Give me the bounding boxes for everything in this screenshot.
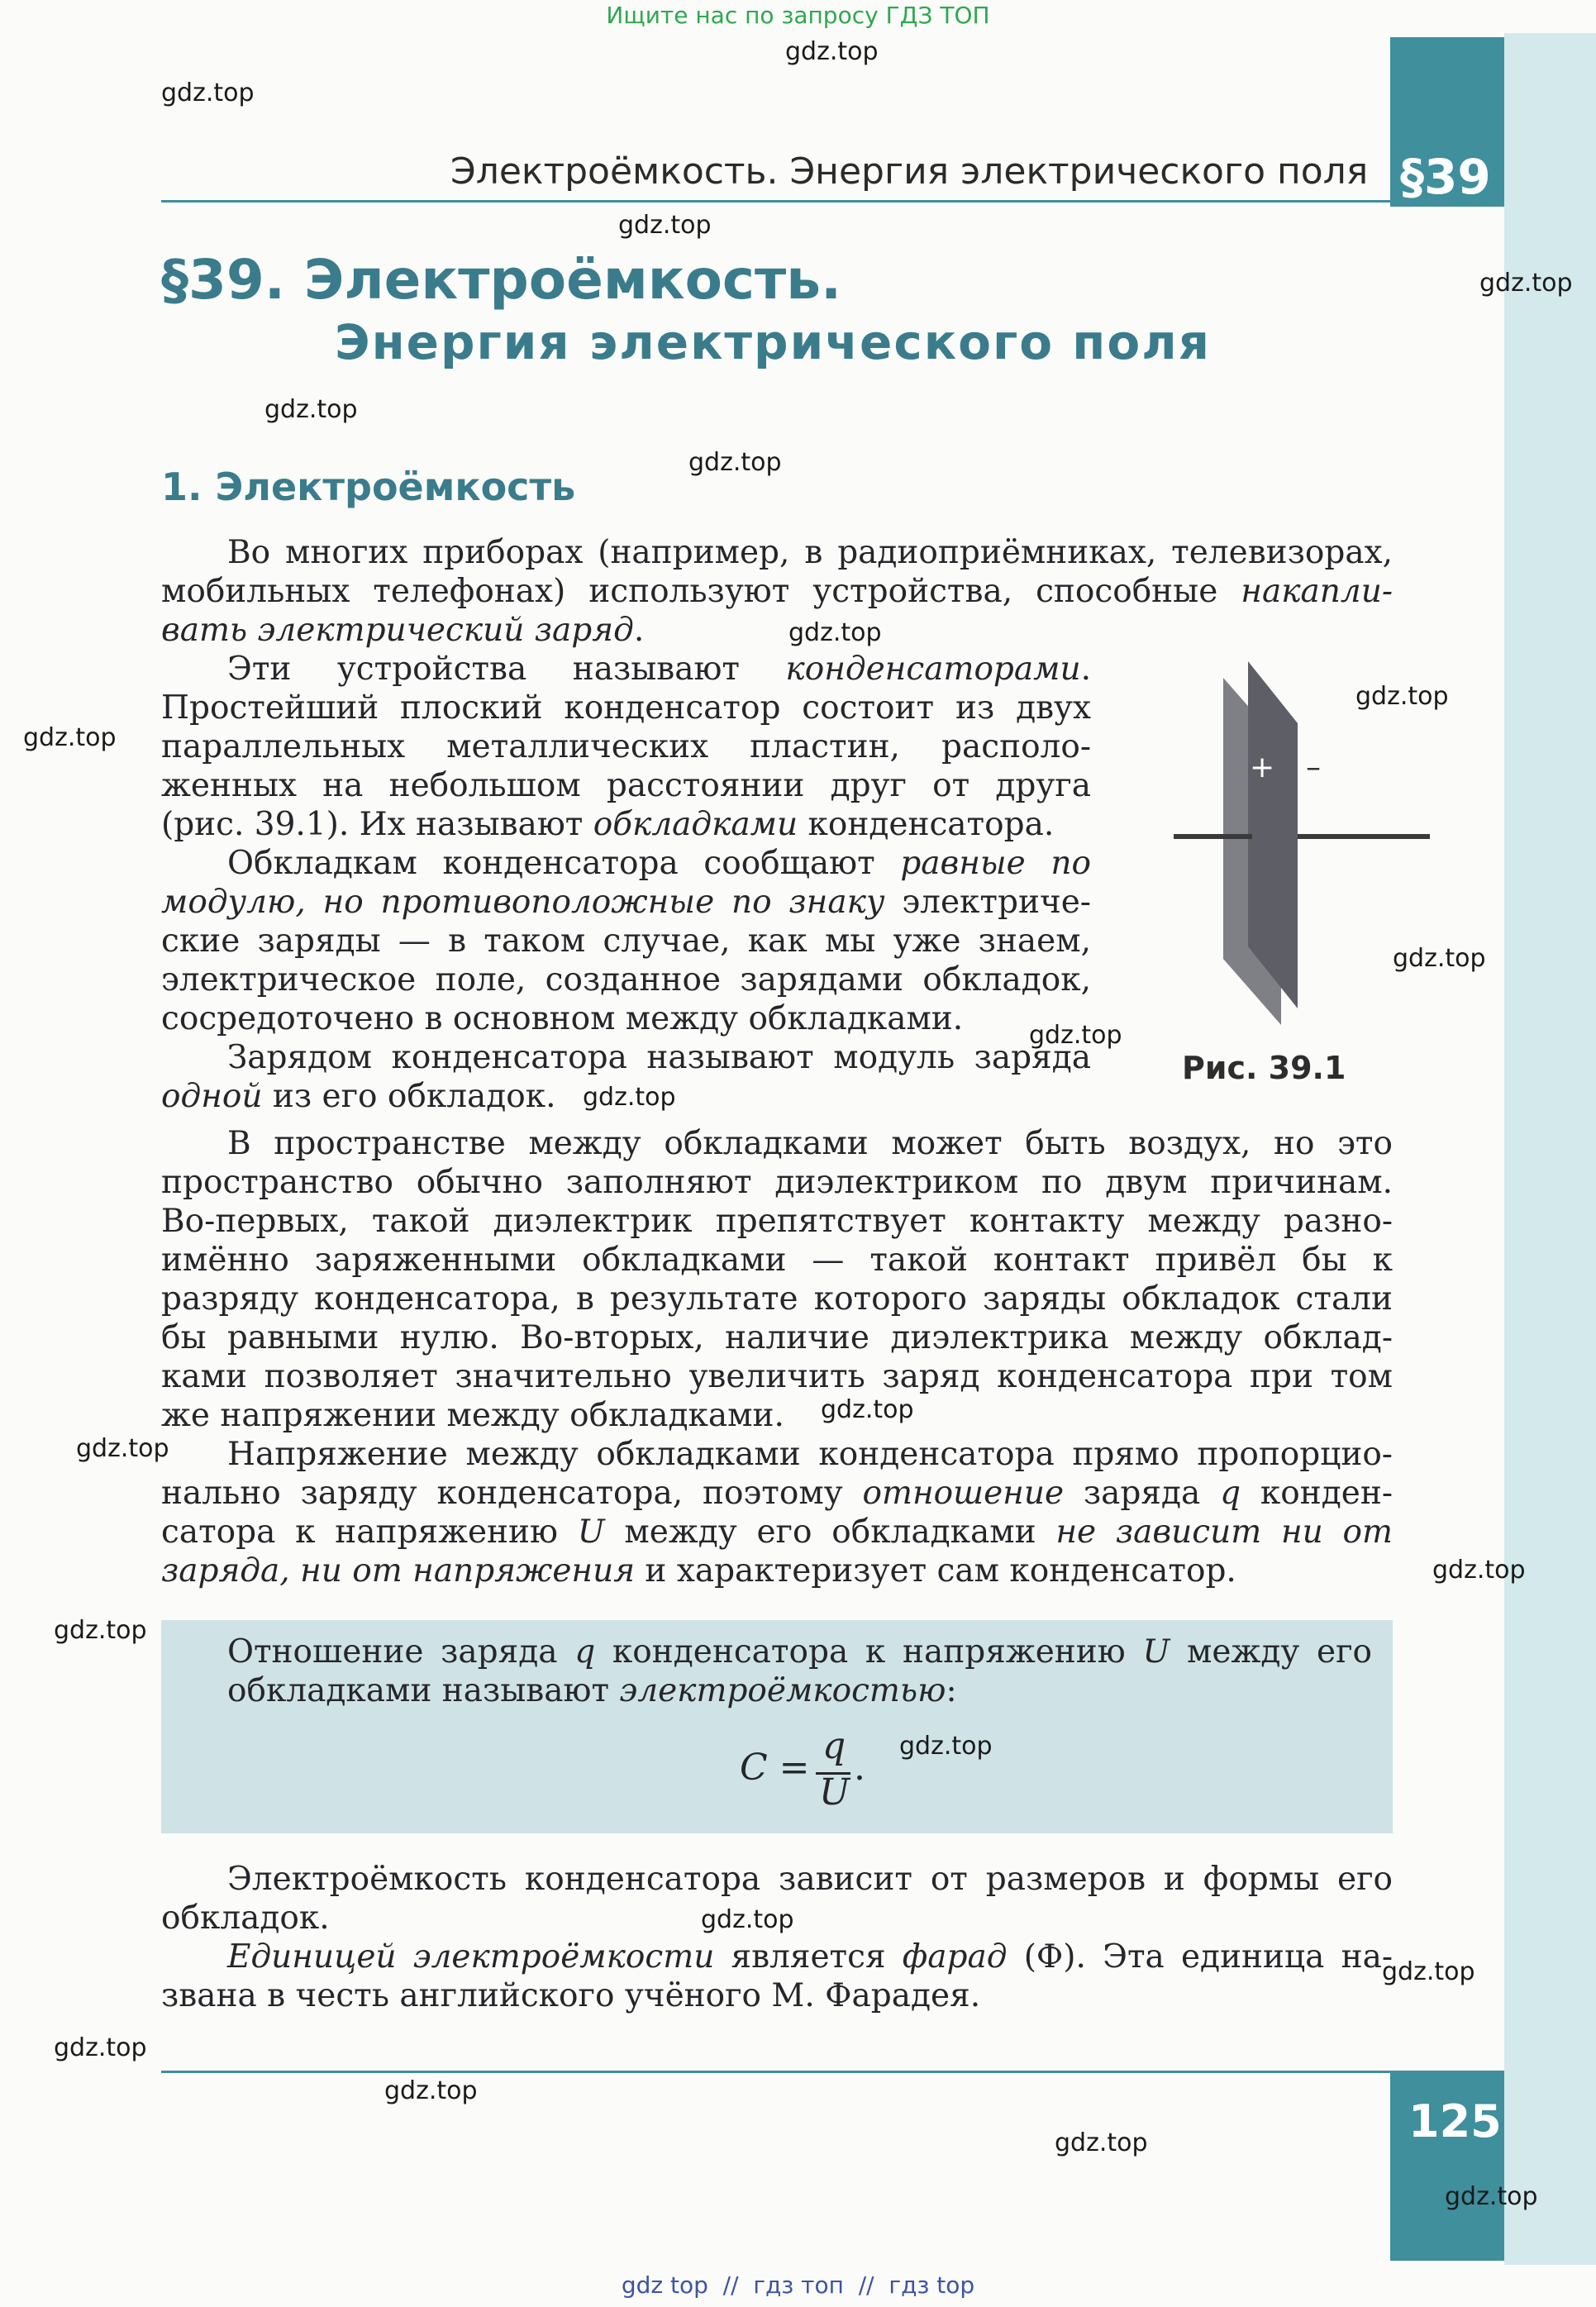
text-line: (рис. 39.1). Их называют обкладками конденсатора. [161,806,1055,843]
section-tab [1390,37,1504,207]
formula-lhs: C = [740,1747,810,1789]
watermark: gdz.top [54,2033,147,2062]
section-tab-label: §39 [1400,149,1491,205]
figure-caption: Рис. 39.1 [1182,1050,1346,1086]
subheading: 1. Электроёмкость [161,465,576,509]
text-line: мобильных телефонах) используют устройства, способные накапли- [161,573,1393,610]
watermark: gdz.top [618,211,712,240]
watermark: gdz.top [1029,1021,1122,1050]
text-line: параллельных металлических пластин, располо- [161,728,1091,765]
watermark: gdz.top [583,1083,676,1112]
definition-line: Отношение заряда q конденсатора к напряжению U между его [227,1633,1372,1671]
text-line: пространство обычно заполняют диэлектриком по двум причинам. [161,1164,1393,1201]
section-title-line2: Энергия электрического поля [335,314,1211,370]
text-line: ками позволяет значительно увеличить заряд конденсатора при том [161,1358,1393,1395]
capacitance-formula [740,1725,889,1814]
watermark: gdz.top [384,2076,478,2105]
text-line: одной из его обкладок. [161,1078,556,1115]
watermark: gdz.top [54,1616,147,1645]
watermark: gdz.top [23,723,117,752]
text-line: модулю, но противоположные по знаку электриче- [161,884,1091,921]
watermark: gdz.top [1393,944,1486,973]
text-line: электрическое поле, созданное зарядами обкладок, [161,961,1091,999]
text-line: разряду конденсатора, в результате которого заряды обкладок стали [161,1280,1393,1318]
definition-line: обкладками называют электроёмкостью: [227,1672,957,1709]
page-number-tab [1390,2071,1504,2261]
text-line: Простейший плоский конденсатор состоит из двух [161,689,1091,727]
watermark: gdz.top [1432,1556,1526,1585]
watermark: gdz.top [788,618,882,647]
watermark: gdz.top [76,1434,169,1463]
watermark: gdz.top [701,1905,794,1934]
text-line: Обкладкам конденсатора сообщают равные по [227,845,1091,882]
plus-sign: + [1250,751,1275,784]
watermark: gdz.top [688,448,782,477]
footer-banner[interactable]: gdz top // гдз топ // гдз top [621,2271,975,2299]
text-line: обкладок. [161,1899,330,1937]
text-line: вать электрический заряд. [161,612,645,649]
text-line: бы равными нулю. Во-вторых, наличие диэлектрика между обклад- [161,1319,1393,1356]
text-line: заряда, ни от напряжения и характеризует сам конденсатор. [161,1552,1236,1590]
text-line: же напряжении между обкладками. [161,1397,784,1434]
text-line: Эти устройства называют конденсаторами. [227,651,1091,688]
formula-numerator: q [822,1725,846,1767]
minus-sign: – [1306,751,1321,784]
text-line: Напряжение между обкладками конденсатора прямо пропорцио- [227,1436,1393,1473]
text-line: Единицей электроёмкости является фарад (Ф). Эта единица на- [227,1938,1393,1976]
text-line: звана в честь английского учёного М. Фарадея. [161,1977,981,2014]
text-line: В пространстве между обкладками может быть воздух, но это [227,1125,1393,1162]
text-line: имённо заряженными обкладками — такой контакт привёл бы к [161,1242,1393,1279]
watermark: gdz.top [1355,682,1449,711]
text-line: Во многих приборах (например, в радиоприёмниках, телевизорах, [227,534,1393,571]
formula-denominator: U [819,1771,850,1814]
watermark: gdz.top [1445,2182,1538,2211]
running-head: Электроёмкость. Энергия электрического поля [450,150,1369,193]
header-rule [161,200,1390,203]
watermark: gdz.top [1055,2128,1148,2157]
text-line: Электроёмкость конденсатора зависит от размеров и формы его [227,1861,1393,1898]
text-line: Зарядом конденсатора называют модуль заряда [227,1039,1091,1076]
formula-end: . [854,1747,865,1789]
watermark: gdz.top [821,1395,914,1424]
page-number: 125 [1408,2095,1502,2147]
watermark: gdz.top [264,395,358,424]
page-edge [1504,33,1596,2265]
text-line: ские заряды — в таком случае, как мы уже знаем, [161,922,1091,960]
text-line: сосредоточено в основном между обкладками. [161,1000,964,1037]
text-line: сатора к напряжению U между его обкладками не зависит ни от [161,1513,1393,1551]
watermark: gdz.top [1479,269,1573,298]
watermark: gdz.top [161,79,255,107]
watermark: gdz.top [1382,1957,1475,1986]
section-title-line1: §39. Электроёмкость. [161,248,842,312]
text-line: женных на небольшом расстоянии друг от друга [161,767,1091,804]
top-banner[interactable]: Ищите нас по запросу ГДЗ ТОП [606,2,990,29]
watermark: gdz.top [899,1732,993,1761]
text-line: нально заряду конденсатора, поэтому отношение заряда q конден- [161,1475,1394,1512]
footer-rule [161,2071,1390,2073]
watermark: gdz.top [785,37,879,66]
text-line: Во-первых, такой диэлектрик препятствует контакту между разно- [161,1203,1393,1240]
